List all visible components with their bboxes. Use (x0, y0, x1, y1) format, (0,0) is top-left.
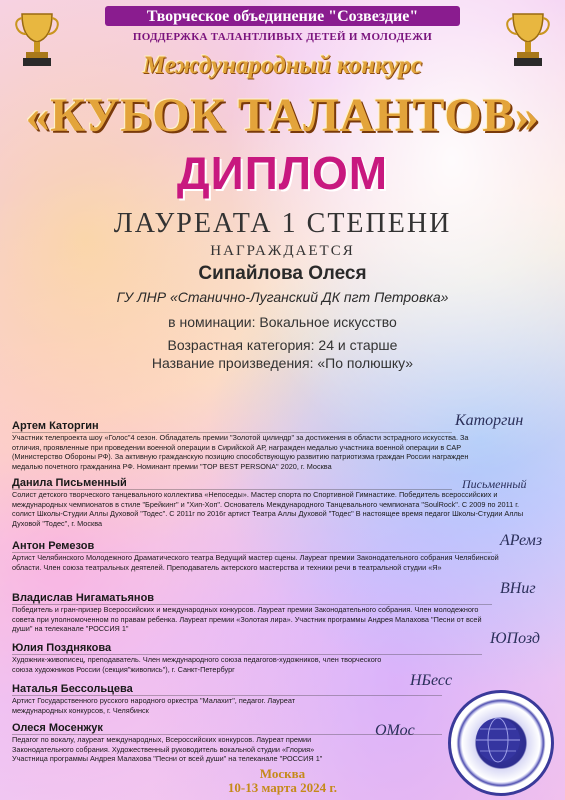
recipient-name: Сипайлова Олеся (198, 263, 367, 284)
jury-name: Олеся Мосенжук (12, 722, 103, 734)
jury-member (12, 477, 537, 529)
jury-member (12, 540, 537, 572)
age-line (0, 337, 565, 353)
organization-slogan: ПОДДЕРЖКА ТАЛАНТЛИВЫХ ДЕТЕЙ И МОЛОДЕЖИ (132, 31, 433, 43)
laureate-degree: ЛАУРЕАТА 1 СТЕПЕНИ (113, 208, 452, 239)
organization-name: Творческое объединение "Созвездие" (146, 8, 419, 25)
divider (12, 604, 492, 605)
jury-description: Победитель и гран-призер Всероссийских и международных конкурсов. Лауреат премии Законодательного собрания. Член молодежного совета при уполномоченном по правам ребенка. Лауреат премии «Золотая лира». Участник программы Андрея Малахова "Песни от всей души" на телеканале "РОССИЯ 1" (12, 605, 482, 634)
jury-signature: ЮПозд (490, 630, 540, 647)
jury-description: Художник-живописец, преподаватель. Член международного союза педагогов-художников, член творческого союза художников России (секция"живопись"), г. Санкт-Петербург (12, 655, 382, 674)
jury-name: Владислав Нигаматьянов (12, 592, 155, 604)
divider (12, 552, 492, 553)
work-label: Название произведения: (151, 355, 314, 371)
jury-description: Артист Челябинского Молодежного Драматического театра Ведущий мастер сцены. Лауреат премии Законодательного собрания Челябинской области. Член союза театральных деятелей. Преподаватель актерского мастерства и техники речи в театральной студии «Я» (12, 553, 499, 572)
jury-name: Данила Письменный (12, 477, 127, 489)
footer-city: Москва (259, 766, 306, 781)
divider (12, 695, 442, 696)
contest-type: Международный конкурс (142, 52, 423, 79)
jury-member (12, 592, 537, 634)
jury-description: Участник телепроекта шоу «Голос"4 сезон. Обладатель премии "Золотой цилиндр" за достижения в области эстрадного искусства. За отличия, проявленные при проведении военной операции в Сирийской АР, награжден медалью участника военной операции в САР (Министерство Обороны РФ). За активную гражданскую позицию способствующую развитию патриотизма граждан России награжден медалью почетного гражданина РФ. Номинант премии "TOP BEST PERSONA" 2020, г. Москва (12, 433, 469, 472)
jury-name: Юлия Позднякова (12, 642, 112, 654)
jury-signature: ВНиг (500, 580, 536, 597)
divider (12, 734, 442, 735)
recipient-institution: ГУ ЛНР «Станично-Луганский ДК пгт Петровка» (116, 289, 449, 305)
globe-icon (475, 717, 521, 763)
jury-description: Солист детского творческого танцевального коллектива «Непоседы». Мастер спорта по Спортивной Гимнастике. Победитель всероссийских и международных чемпионатов в стиле "Брейкинг" и "Хип-Хоп". Основатель Международного Танцевального чемпионата "SoulRock". С 2009 по 2011 г. солист Школы-Студии Аллы Духовой "Тодес". С 2011г по 2016г артист Театра Аллы Духовой "Тодес" В настоящее время педагог Школы-Студии Аллы Духовой "Тодес", г. Москва (12, 490, 524, 529)
jury-signature: ОМос (375, 722, 415, 739)
work-line (0, 355, 565, 371)
jury-signature: Письменный (462, 477, 527, 491)
divider (12, 654, 482, 655)
age-label: Возрастная категория: (167, 337, 315, 353)
jury-member (12, 642, 537, 674)
jury-description: Артист Государственного русского народного оркестра "Малахит", педагог. Лауреат международных конкурсов, г. Челябинск (12, 696, 296, 715)
jury-name: Наталья Бессольцева (12, 683, 133, 695)
jury-name: Антон Ремезов (12, 540, 95, 552)
diploma-heading: ДИПЛОМ (176, 147, 389, 199)
nomination-value: Вокальное искусство (259, 314, 397, 330)
jury-description: Педагог по вокалу, лауреат международных, Всероссийских конкурсов. Лауреат премии Законодательного собрания. Художественный руководитель вокальной студии «Глория» Участница программы Андрея Малахова "Песни от всей души" на телеканале "РОССИЯ 1" (12, 735, 323, 764)
jury-signature: НБесс (410, 672, 453, 689)
jury-name: Артем Каторгин (12, 420, 99, 432)
footer-dates: 10-13 марта 2024 г. (227, 780, 338, 795)
awarded-label: НАГРАЖДАЕТСЯ (210, 243, 355, 259)
nomination-line (0, 314, 565, 330)
divider (12, 489, 452, 490)
jury-signature: АРемз (500, 532, 543, 549)
nomination-label: в номинации: (168, 314, 256, 330)
contest-title: «КУБОК ТАЛАНТОВ» (25, 89, 540, 142)
age-value: 24 и старше (318, 337, 398, 353)
divider (12, 432, 452, 433)
jury-signature: Каторгин (455, 412, 524, 429)
work-value: «По полюшку» (317, 355, 414, 371)
